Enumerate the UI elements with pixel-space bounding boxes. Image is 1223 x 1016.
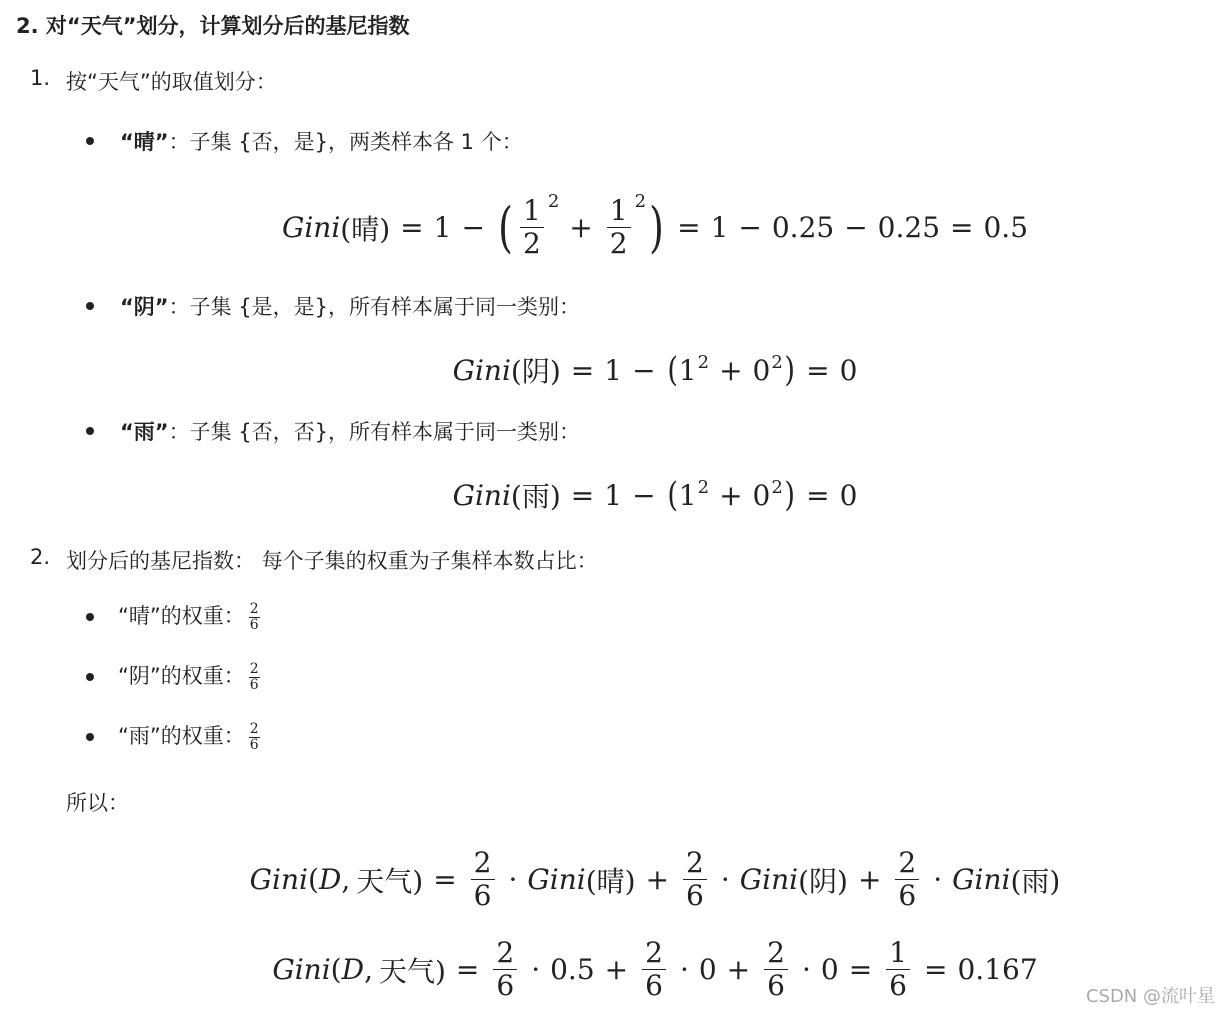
bullet-item: “晴”：子集 {否，是}，两类样本各 1 个： xyxy=(120,130,523,154)
math-paren: ) xyxy=(784,350,795,390)
numerator: 2 xyxy=(642,937,666,970)
math-text: 0.25 xyxy=(771,211,835,245)
weight-item: “晴”的权重： $\frac{2}{6}$ xyxy=(118,600,259,633)
math-italic: Gini xyxy=(739,863,799,897)
math-operator: = xyxy=(570,478,595,512)
fraction xyxy=(886,937,910,1002)
math-text: 0.167 xyxy=(957,953,1038,987)
math-text: 0.5 xyxy=(550,953,595,987)
base: 1 xyxy=(678,353,697,387)
bullet-icon xyxy=(86,137,94,145)
numerator: 2 xyxy=(764,937,788,970)
numerator: 2 xyxy=(493,937,517,970)
exponent: 2 xyxy=(697,351,710,373)
so-text: 所以： xyxy=(66,791,129,815)
math-operator: = xyxy=(400,211,424,245)
power xyxy=(678,476,710,512)
fraction xyxy=(764,937,788,1002)
math-italic: D xyxy=(341,953,365,987)
step-number: 2. xyxy=(30,545,51,569)
power xyxy=(752,476,783,512)
math-operator: − xyxy=(632,478,656,512)
bullet-icon xyxy=(86,673,94,681)
denominator: 6 xyxy=(496,969,515,1003)
math-operator: = xyxy=(848,953,873,987)
watermark: CSDN @流叶星 xyxy=(1085,986,1215,1007)
math-text: 0 xyxy=(820,953,839,987)
denominator: 6 xyxy=(686,879,704,913)
math-operator: + xyxy=(719,353,743,387)
math-text: 0.25 xyxy=(877,211,941,245)
math-text: , xyxy=(364,953,373,987)
denominator: 6 xyxy=(473,879,492,913)
math-operator: = xyxy=(950,211,974,245)
bullet-icon xyxy=(86,427,94,435)
math-paren: ) xyxy=(649,195,664,259)
exponent: 2 xyxy=(547,191,560,212)
math-italic: Gini xyxy=(272,953,331,987)
math-text: (雨) xyxy=(510,480,561,513)
math-italic: Gini xyxy=(452,478,511,512)
bullet-icon xyxy=(86,733,94,741)
weight-item: “雨”的权重： $\frac{2}{6}$ xyxy=(118,720,259,753)
formula xyxy=(0,937,1223,1002)
math-italic: Gini xyxy=(452,353,511,387)
numerator: 1 xyxy=(886,937,910,970)
math-text: 0 xyxy=(698,953,717,987)
math-text: ( xyxy=(330,953,342,987)
math-text: (雨) xyxy=(1010,864,1061,898)
numerator: 2 xyxy=(895,847,919,880)
exponent: 2 xyxy=(771,351,783,373)
denominator: 2 xyxy=(609,227,628,261)
math-text: 1 xyxy=(604,478,623,512)
math-text: (晴) xyxy=(585,864,636,898)
math-italic: D xyxy=(318,863,342,897)
math-operator: = xyxy=(677,211,701,245)
math-operator: + xyxy=(604,953,629,987)
exponent: 2 xyxy=(697,476,710,498)
math-text: 1 xyxy=(604,353,623,387)
math-italic: Gini xyxy=(281,211,341,245)
base: 0 xyxy=(752,353,771,387)
math-operator: − xyxy=(738,211,762,245)
formula xyxy=(0,847,1223,912)
power xyxy=(678,351,710,387)
math-operator: − xyxy=(632,353,656,387)
denominator: 6 xyxy=(889,969,907,1003)
numerator: 1 xyxy=(520,195,544,228)
exponent: 2 xyxy=(634,191,647,212)
math-text: 0.5 xyxy=(983,211,1029,245)
math-paren: ) xyxy=(784,475,795,515)
math-operator: + xyxy=(719,478,743,512)
math-text: , xyxy=(341,863,351,897)
math-operator: = xyxy=(806,478,830,512)
math-operator: + xyxy=(726,953,751,987)
denominator: 6 xyxy=(767,969,785,1003)
fraction xyxy=(895,847,919,912)
math-text: 0 xyxy=(839,353,858,387)
math-text: 天气) xyxy=(378,954,446,988)
step-text: 划分后的基尼指数： 每个子集的权重为子集样本数占比： xyxy=(66,549,598,573)
base: 0 xyxy=(752,478,771,512)
math-text: 1 xyxy=(433,211,452,245)
step-text: 按“天气”的取值划分： xyxy=(66,70,277,94)
formula xyxy=(0,475,1223,515)
fraction-power xyxy=(603,191,647,261)
bullet-item: “阴”：子集 {是，是}，所有样本属于同一类别： xyxy=(120,295,581,319)
base: 1 xyxy=(678,478,697,512)
fraction xyxy=(520,195,544,260)
denominator: 6 xyxy=(645,969,663,1003)
math-operator: + xyxy=(645,863,670,897)
math-text: (阴) xyxy=(798,864,848,898)
math-text: (晴) xyxy=(340,212,391,246)
math-paren: ( xyxy=(666,475,678,515)
fraction-power xyxy=(516,191,560,261)
math-paren: ( xyxy=(666,350,678,390)
math-operator: = xyxy=(570,353,595,387)
bullet-item: “雨”：子集 {否，否}，所有样本属于同一类别： xyxy=(120,420,581,444)
math-operator: − xyxy=(461,211,485,245)
math-operator: + xyxy=(857,863,882,897)
math-operator: · xyxy=(679,953,689,987)
denominator: 2 xyxy=(522,227,541,261)
math-operator: = xyxy=(806,353,830,387)
math-operator: · xyxy=(801,953,811,987)
fraction xyxy=(493,937,517,1002)
fraction xyxy=(642,937,666,1002)
math-text: 天气) xyxy=(356,864,424,898)
numerator: 1 xyxy=(607,195,631,228)
exponent: 2 xyxy=(771,476,783,498)
math-operator: = xyxy=(455,953,480,987)
math-italic: Gini xyxy=(249,863,308,897)
math-italic: Gini xyxy=(952,863,1011,897)
fraction xyxy=(683,847,707,912)
math-text: 0 xyxy=(839,478,858,512)
math-text: (阴) xyxy=(510,355,561,388)
math-italic: Gini xyxy=(527,863,586,897)
math-operator: · xyxy=(933,863,943,897)
power xyxy=(752,351,783,387)
math-operator: · xyxy=(508,863,518,897)
math-paren: ( xyxy=(498,195,513,259)
math-operator: · xyxy=(720,863,730,897)
numerator: 2 xyxy=(471,847,495,880)
math-operator: + xyxy=(569,211,593,245)
math-text: ( xyxy=(307,863,319,897)
numerator: 2 xyxy=(683,847,707,880)
formula xyxy=(0,350,1223,390)
math-operator: = xyxy=(433,863,457,897)
formula xyxy=(0,191,1223,261)
section-heading: 2. 对“天气”划分，计算划分后的基尼指数 xyxy=(16,14,410,38)
math-operator: − xyxy=(844,211,868,245)
math-text: 1 xyxy=(710,211,729,245)
bullet-icon xyxy=(86,302,94,310)
denominator: 6 xyxy=(898,879,917,913)
fraction xyxy=(607,195,631,260)
math-operator: = xyxy=(924,953,948,987)
bullet-icon xyxy=(86,613,94,621)
math-operator: · xyxy=(531,953,541,987)
fraction xyxy=(471,847,495,912)
step-number: 1. xyxy=(30,66,51,90)
weight-item: “阴”的权重： $\frac{2}{6}$ xyxy=(118,660,259,693)
